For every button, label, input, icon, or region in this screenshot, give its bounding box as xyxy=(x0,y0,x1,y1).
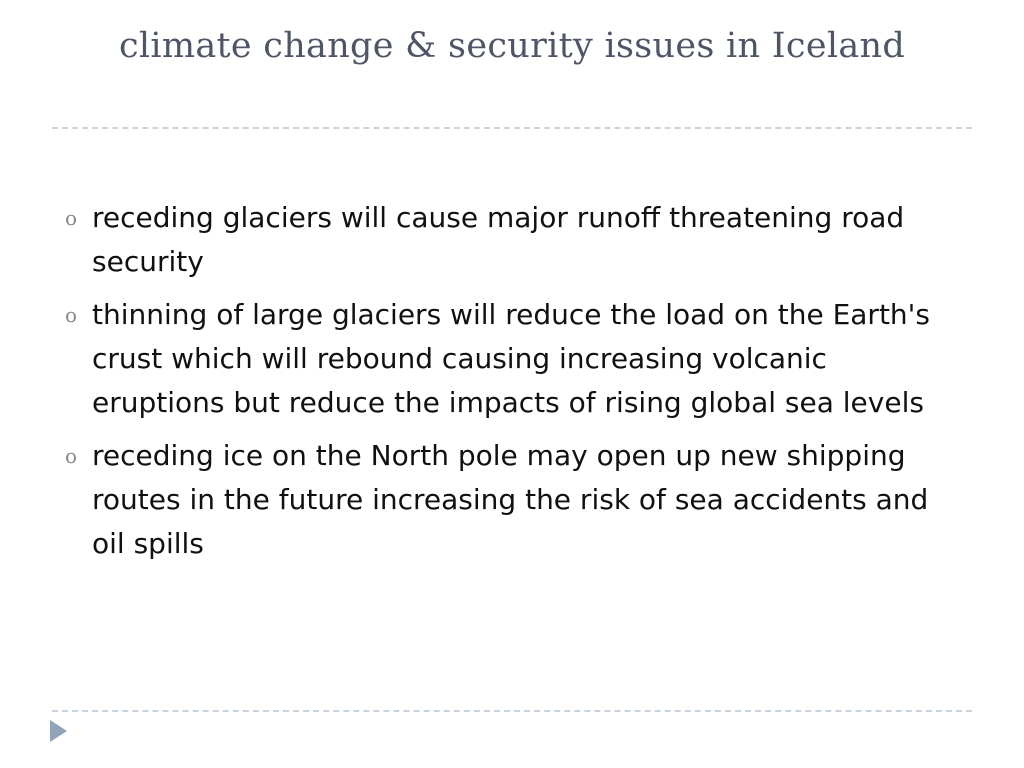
bullet-text: receding glaciers will cause major runoff threatening road security xyxy=(92,201,905,278)
bullet-item xyxy=(60,196,960,284)
triangle-right-icon[interactable] xyxy=(50,720,67,742)
bullet-text: receding ice on the North pole may open up new shipping routes in the future increasing the risk of sea accidents and oil spills xyxy=(92,439,929,560)
bullet-text: thinning of large glaciers will reduce the load on the Earth's crust which will rebound causing increasing volcanic eruptions but reduce the impacts of rising global sea levels xyxy=(92,298,930,419)
bullet-marker-icon: o xyxy=(64,303,78,327)
title-divider xyxy=(52,127,972,129)
bullet-marker-icon: o xyxy=(64,206,78,230)
footer-divider xyxy=(52,710,972,712)
slide-title: climate change & security issues in Iceland xyxy=(118,26,906,66)
bullet-list xyxy=(60,196,960,575)
bullet-marker-icon: o xyxy=(64,444,78,468)
bullet-item xyxy=(60,434,960,566)
bullet-item xyxy=(60,293,960,425)
